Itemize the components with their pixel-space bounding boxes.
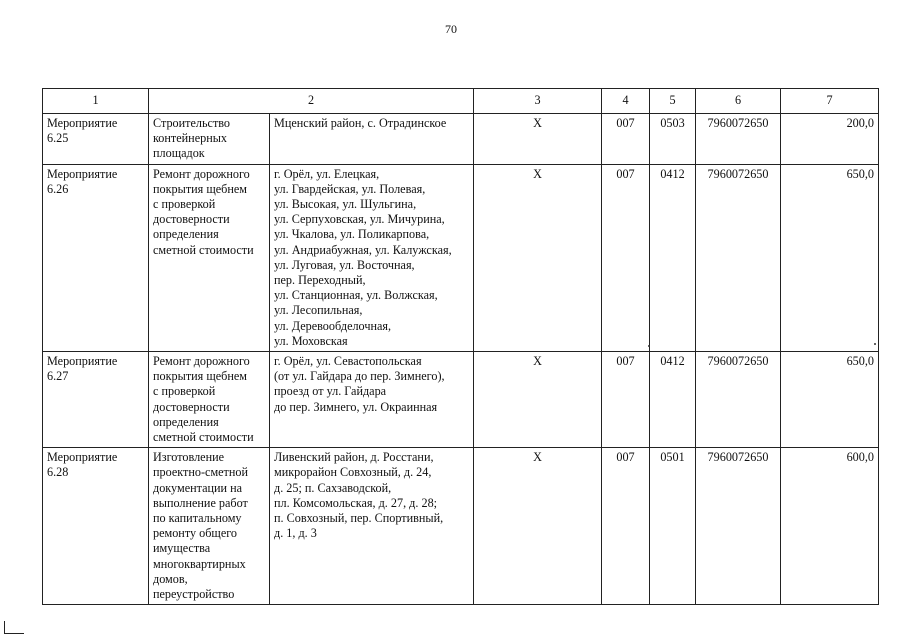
- cell-address: Ливенский район, д. Росстани, микрорайон Совхозный, д. 24, д. 25; п. Сахзаводской, пл. Комсомольская, д. 27, д. 28; п. Совхозный, пер. Спортивный, д. 1, д. 3: [270, 448, 474, 605]
- header-col-7: 7: [781, 89, 879, 114]
- table-row: [43, 448, 879, 605]
- cell-address: г. Орёл, ул. Севастопольская (от ул. Гайдара до пер. Зимнего), проезд от ул. Гайдара до пер. Зимнего, ул. Окраинная: [270, 352, 474, 448]
- cell-col7: 650,0: [781, 352, 879, 448]
- table-body: [43, 114, 879, 605]
- header-col-4: 4: [602, 89, 650, 114]
- header-col-3: 3: [474, 89, 602, 114]
- cell-event: Мероприятие 6.28: [43, 448, 149, 605]
- cell-event: Мероприятие 6.27: [43, 352, 149, 448]
- cell-col3: X: [474, 164, 602, 351]
- cell-col6: 7960072650: [696, 448, 781, 605]
- cell-name: Ремонт дорожного покрытия щебнем с проверкой достоверности определения сметной стоимости: [149, 164, 270, 351]
- cell-address: г. Орёл, ул. Елецкая, ул. Гвардейская, ул. Полевая, ул. Высокая, ул. Шульгина, ул. Серпуховская, ул. Мичурина, ул. Чкалова, ул. Поликарпова, ул. Андриабужная, ул. Калужская, ул. Луговая, ул. Восточная, пер. Переходный, ул. Станционная, ул. Волжская, ул. Лесопильная, ул. Деревообделочная, ул. Моховская: [270, 164, 474, 351]
- cell-address: Мценский район, с. Отрадинское: [270, 114, 474, 165]
- cell-col5: 0501: [650, 448, 696, 605]
- cell-col4: 007: [602, 164, 650, 351]
- cell-col3: X: [474, 114, 602, 165]
- header-col-6: 6: [696, 89, 781, 114]
- table-row: [43, 114, 879, 165]
- header-col-5: 5: [650, 89, 696, 114]
- cell-col7: 200,0: [781, 114, 879, 165]
- scan-speck: [874, 343, 876, 345]
- cell-event: Мероприятие 6.26: [43, 164, 149, 351]
- budget-table: [42, 88, 879, 605]
- cell-col5: 0412: [650, 164, 696, 351]
- cell-name: Строительство контейнерных площадок: [149, 114, 270, 165]
- cell-col6: 7960072650: [696, 352, 781, 448]
- table-row: [43, 352, 879, 448]
- cell-col5: 0412: [650, 352, 696, 448]
- page-number: 70: [445, 22, 457, 36]
- cell-col6: 7960072650: [696, 114, 781, 165]
- cell-event: Мероприятие 6.25: [43, 114, 149, 165]
- cell-col3: X: [474, 352, 602, 448]
- cell-name: Ремонт дорожного покрытия щебнем с проверкой достоверности определения сметной стоимости: [149, 352, 270, 448]
- scan-speck: [648, 345, 650, 347]
- cell-col5: 0503: [650, 114, 696, 165]
- table-row: [43, 164, 879, 351]
- cell-col4: 007: [602, 114, 650, 165]
- cell-col6: 7960072650: [696, 164, 781, 351]
- cell-col7: 600,0: [781, 448, 879, 605]
- cell-col3: X: [474, 448, 602, 605]
- header-row: [43, 89, 879, 114]
- cell-col4: 007: [602, 352, 650, 448]
- cell-name: Изготовление проектно-сметной документации на выполнение работ по капитальному ремонту общего имущества многоквартирных домов, переустройство: [149, 448, 270, 605]
- cell-col4: 007: [602, 448, 650, 605]
- header-col-2: 2: [149, 89, 474, 114]
- header-col-1: 1: [43, 89, 149, 114]
- cell-col7: 650,0: [781, 164, 879, 351]
- scan-corner-mark: [4, 621, 24, 634]
